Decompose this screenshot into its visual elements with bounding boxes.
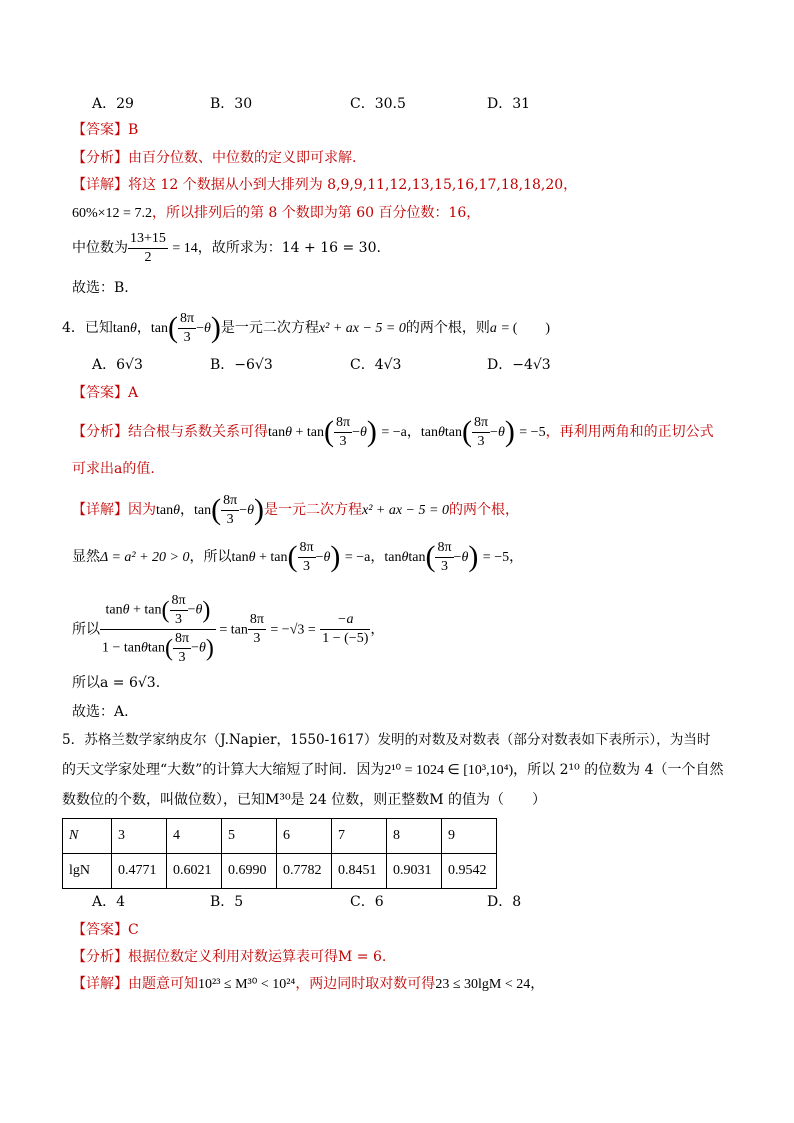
table-row: [63, 819, 497, 854]
percentile-text: ，所以排列后的第 8 个数即为第 60 百分位数：16，: [151, 205, 481, 221]
q4-option-d: D．−4√3: [487, 357, 551, 373]
detail-end: ，: [530, 976, 545, 992]
detail-math2: 23 ≤ 30lgM < 24: [435, 977, 531, 992]
q4-stem-end: = ( ): [501, 321, 551, 336]
analysis-eq2: = −5: [519, 425, 546, 440]
q3-detail: [72, 175, 577, 195]
tan-sum-fraction: tanθ + tan( $\frac{8\pi}{3}$ −θ) 1 − tanθtan( $\frac{8\pi}{3}$ −θ): [102, 593, 214, 665]
table-row: [63, 854, 497, 889]
q5-option-d: D．8: [487, 894, 522, 910]
q3-conclusion: 故选：B.: [72, 280, 129, 296]
table-cell: 8: [387, 819, 442, 854]
table-cell: 0.4771: [112, 854, 167, 889]
analysis-text: 由百分位数、中位数的定义即可求解.: [128, 150, 357, 166]
answer-value: B: [128, 122, 139, 138]
q3-median: [72, 228, 381, 269]
q4-result: 所以a = 6√3.: [72, 675, 161, 691]
q4-conclusion: 故选：A.: [72, 704, 129, 720]
q4-detail: 【详解】因为tanθ，tan( $\frac{8\pi}{3}$ −θ)是一元二次方程x² + ax − 5 = 0的两个根，: [72, 492, 519, 527]
q3-option-d: D．31: [487, 96, 531, 112]
frac-den: 3: [226, 511, 234, 527]
analysis-label: 【分析】: [72, 424, 128, 440]
frac-den: 3: [175, 612, 183, 627]
delta-expr: Δ = a² + 20 > 0: [100, 550, 190, 565]
q4-equation: x² + ax − 5 = 0: [318, 321, 406, 336]
table-cell: 5: [222, 819, 277, 854]
q4-option-c: C．4√3: [350, 357, 402, 373]
table-cell: 6: [277, 819, 332, 854]
q5-option-c: C．6: [350, 894, 384, 910]
percent-calc: 60%×12 = 7.2: [72, 206, 152, 221]
analysis-label: 【分析】: [72, 949, 128, 965]
q5-detail: [72, 974, 544, 995]
q4-stem: 4．已知tanθ，tan( $\frac{8\pi}{3}$ −θ)是一元二次方程x² + ax − 5 = 0的两个根，则a = ( ): [62, 310, 551, 345]
q3-detail-line2: [72, 203, 480, 224]
q4-option-b: B．−6√3: [210, 357, 273, 373]
q5-line2: [62, 760, 724, 781]
median-fraction: [128, 230, 168, 267]
q5-line3: 数数位的个数，叫做位数），已知M³⁰是 24 位数，则正整数M 的值为（ ）: [62, 792, 547, 808]
q5-line2-prefix: 的天文学家处理“大数”的计算大大缩短了时间．因为: [62, 762, 385, 778]
eq1: = −a: [344, 550, 371, 565]
median-equals: = 14: [172, 241, 198, 256]
frac-num: 8π: [472, 414, 490, 433]
median-numerator: 13+15: [128, 230, 168, 249]
detail-suffix: 的两个根，: [448, 502, 519, 518]
q5-option-b: B．5: [210, 894, 244, 910]
detail-label: 【详解】: [72, 976, 128, 992]
q4-stem-mid: 是一元二次方程: [220, 320, 319, 336]
analysis-line2: 可求出a的值.: [72, 461, 155, 477]
answer-value: C: [128, 922, 139, 938]
q4-analysis: 【分析】结合根与系数关系可得tanθ + tan( $\frac{8\pi}{3}$ −θ) = −a，tanθtan( $\frac{8\pi}{3}$ −θ) = −5，再利用两角和的正切公式: [72, 414, 714, 449]
q5-option-a: A．4: [92, 894, 126, 910]
table-cell: 4: [167, 819, 222, 854]
q4-option-a: A．6√3: [92, 357, 143, 373]
frac-num: 8π: [178, 310, 196, 329]
q4-stem-prefix: 4．已知: [62, 320, 113, 336]
table-cell: 0.6990: [222, 854, 277, 889]
frac-den: 3: [183, 329, 191, 345]
q4-angle-fraction: [178, 310, 196, 347]
median-denominator: 2: [144, 249, 152, 265]
analysis-text: 根据位数定义利用对数运算表可得M = 6.: [128, 949, 387, 965]
detail-prefix: 因为: [128, 502, 156, 518]
table-cell: 7: [332, 819, 387, 854]
frac-den: 3: [477, 433, 485, 449]
frac-num: 8π: [298, 539, 316, 558]
table-cell: 0.7782: [277, 854, 332, 889]
frac-den: 3: [303, 558, 311, 574]
frac-den: 3: [339, 433, 347, 449]
eq2: = −5: [482, 550, 510, 565]
table-cell: N: [63, 819, 112, 854]
median-suffix: ，故所求为：14 + 16 = 30.: [197, 240, 381, 256]
frac-den: 3: [178, 650, 186, 665]
analysis-eq1: = −a: [381, 425, 407, 440]
frac-den: 3: [253, 631, 261, 646]
q5-analysis: [72, 947, 386, 967]
q4-analysis-line2: [72, 459, 155, 479]
frac-num: 8π: [173, 630, 191, 649]
rhs-num: −a: [320, 611, 370, 630]
q3-answer: [72, 120, 138, 140]
frac-den: 3: [441, 558, 448, 574]
table-cell: 0.9031: [387, 854, 442, 889]
obvious-prefix: 显然: [72, 549, 100, 565]
q3-option-a: A．29: [92, 96, 134, 112]
frac-num: 8π: [170, 592, 188, 611]
detail-math: 10²³ ≤ M³⁰ < 10²⁴: [198, 977, 296, 992]
q5-line2-suffix: ，所以 2¹⁰ 的位数为 4（一个自然: [513, 762, 724, 778]
detail-mid: ，两边同时取对数可得: [295, 976, 436, 992]
so-prefix: 所以: [72, 621, 100, 638]
frac-num: 8π: [334, 414, 352, 433]
tan-value: = −√3 =: [270, 622, 316, 638]
analysis-mid: 结合根与系数关系可得: [128, 424, 268, 440]
so-text: ，所以: [189, 549, 232, 565]
q4-equation: x² + ax − 5 = 0: [361, 503, 449, 518]
answer-value: A: [128, 385, 139, 401]
detail-prefix: 由题意可知: [128, 976, 198, 992]
detail-text: 将这 12 个数据从小到大排列为 8,9,9,11,12,13,15,16,17,18,18,20，: [128, 177, 578, 193]
detail-mid: 是一元二次方程: [263, 502, 362, 518]
q3-analysis: [72, 148, 356, 168]
answer-label: 【答案】: [72, 385, 128, 401]
q4-obvious: 显然Δ = a² + 20 > 0，所以tanθ + tan( $\frac{8\pi}{3}$ −θ) = −a，tanθtan( $\frac{8\pi}{3}$ −θ) = −5，: [72, 539, 524, 574]
detail-label: 【详解】: [72, 177, 128, 193]
log-table: [62, 818, 497, 889]
table-cell: 0.6021: [167, 854, 222, 889]
answer-label: 【答案】: [72, 922, 128, 938]
q4-stem-suffix: 的两个根，则: [405, 320, 490, 336]
rhs-den: 1 − (−5): [322, 631, 369, 646]
rhs-fraction: [320, 611, 370, 648]
q3-option-c: C．30.5: [350, 96, 406, 112]
detail-label: 【详解】: [72, 502, 128, 518]
frac-num: 8π: [248, 611, 266, 630]
table-cell: lgN: [63, 854, 112, 889]
q4-so: 所以 tanθ + tan( $\frac{8\pi}{3}$ −θ) 1 − tanθtan( $\frac{8\pi}{3}$ −θ) = tan $\frac{8\pi}{3}$ = −√3 = $\frac{-a}{1 - (-5)}$ ，: [72, 593, 385, 665]
q5-answer: [72, 920, 139, 940]
frac-num: 8π: [435, 539, 453, 558]
answer-label: 【答案】: [72, 122, 128, 138]
q4-answer: [72, 383, 138, 403]
table-cell: 0.8451: [332, 854, 387, 889]
analysis-label: 【分析】: [72, 150, 128, 166]
table-cell: 3: [112, 819, 167, 854]
q5-line2-math: 2¹⁰ = 1024 ∈ [10³,10⁴): [384, 763, 514, 778]
frac-num: 8π: [221, 492, 239, 511]
q5-line1: 5．苏格兰数学家纳皮尔（J.Napier，1550-1617）发明的对数及对数表（部分对数表如下表所示），为当时: [62, 732, 711, 748]
table-cell: 9: [442, 819, 497, 854]
median-prefix: 中位数为: [72, 240, 128, 256]
analysis-suffix: ，再利用两角和的正切公式: [545, 424, 714, 440]
q3-option-b: B．30: [210, 96, 253, 112]
table-cell: 0.9542: [442, 854, 497, 889]
